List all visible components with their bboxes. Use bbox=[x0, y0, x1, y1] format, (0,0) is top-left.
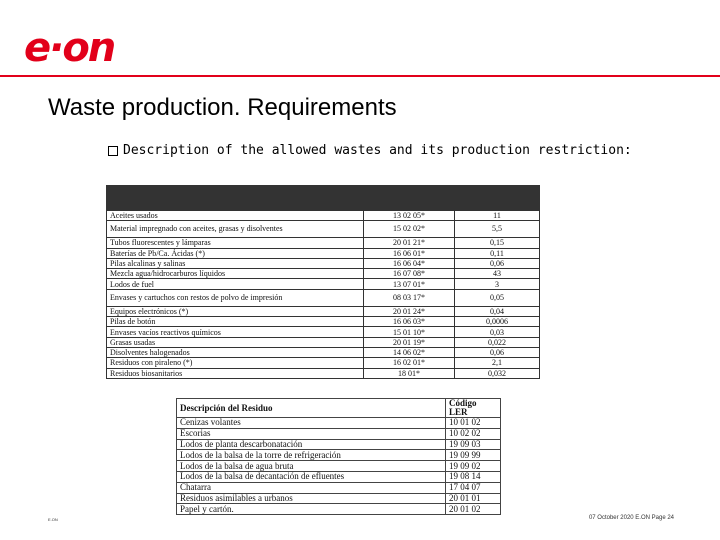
table-cell-desc: Mezcla agua/hidrocarburos líquidos bbox=[107, 269, 364, 279]
table-cell-desc: Pilas alcalinas y salinas bbox=[107, 258, 364, 268]
table-cell-value: 43 bbox=[455, 269, 540, 279]
table-cell-value: 0,15 bbox=[455, 238, 540, 248]
table-cell-desc: Residuos biosanitarios bbox=[107, 368, 364, 378]
table-cell-desc: Papel y cartón. bbox=[177, 504, 446, 515]
table-cell-value: 0,11 bbox=[455, 248, 540, 258]
table-row bbox=[107, 279, 540, 289]
table-row bbox=[177, 418, 501, 429]
table-row bbox=[107, 289, 540, 306]
table-cell-code: 16 06 03* bbox=[364, 317, 455, 327]
table-cell-value: 0,04 bbox=[455, 306, 540, 316]
table-row bbox=[177, 428, 501, 439]
table-row bbox=[107, 337, 540, 347]
table-row bbox=[107, 368, 540, 378]
table-row bbox=[177, 493, 501, 504]
table-cell-code: 19 09 02 bbox=[446, 461, 501, 472]
table-row bbox=[107, 221, 540, 238]
table-cell-desc: Lodos de la balsa de la torre de refrigeración bbox=[177, 450, 446, 461]
table-cell-desc: Lodos de fuel bbox=[107, 279, 364, 289]
table-cell-desc: Material impregnado con aceites, grasas y disolventes bbox=[107, 221, 364, 238]
footer-page-info: 07 October 2020 E.ON Page 24 bbox=[588, 515, 674, 521]
table-cell-desc: Escorias bbox=[177, 428, 446, 439]
table-row bbox=[177, 471, 501, 482]
table-cell-code: 19 09 99 bbox=[446, 450, 501, 461]
table-row bbox=[107, 211, 540, 221]
table-cell-code: 13 02 05* bbox=[364, 211, 455, 221]
table-row bbox=[177, 439, 501, 450]
table-cell-code: 08 03 17* bbox=[364, 289, 455, 306]
table-row bbox=[107, 269, 540, 279]
table-header-cell: Código LER bbox=[446, 399, 501, 418]
table-header-row bbox=[107, 186, 540, 211]
table-cell-desc: Residuos con piraleno (*) bbox=[107, 358, 364, 368]
table-cell-desc: Envases vacíos reactivos químicos bbox=[107, 327, 364, 337]
table-cell-desc: Chatarra bbox=[177, 482, 446, 493]
table-row bbox=[177, 504, 501, 515]
table-cell-code: 13 07 01* bbox=[364, 279, 455, 289]
table-cell-value: 0,032 bbox=[455, 368, 540, 378]
table-cell-desc: Baterías de Pb/Ca. Ácidas (*) bbox=[107, 248, 364, 258]
table-cell-value: 0,06 bbox=[455, 347, 540, 357]
table-cell-code: 20 01 02 bbox=[446, 504, 501, 515]
table-cell-code: 16 02 01* bbox=[364, 358, 455, 368]
table-cell-code: 10 01 02 bbox=[446, 418, 501, 429]
table-cell-code: 14 06 02* bbox=[364, 347, 455, 357]
table-row bbox=[177, 482, 501, 493]
footer-brand: E.ON bbox=[48, 517, 58, 522]
page-title: Waste production. Requirements bbox=[48, 94, 397, 121]
eon-logo: e·on bbox=[24, 25, 115, 71]
table-cell-desc: Lodos de la balsa de agua bruta bbox=[177, 461, 446, 472]
table-cell-desc: Equipos electrónicos (*) bbox=[107, 306, 364, 316]
table-cell-code: 16 06 04* bbox=[364, 258, 455, 268]
table-row bbox=[107, 358, 540, 368]
table-cell-desc: Grasas usadas bbox=[107, 337, 364, 347]
table-cell-desc: Disolventes halogenados bbox=[107, 347, 364, 357]
table-row bbox=[107, 258, 540, 268]
table-header-cell bbox=[364, 186, 455, 211]
table-cell-code: 20 01 19* bbox=[364, 337, 455, 347]
table-cell-value: 5,5 bbox=[455, 221, 540, 238]
table-header-cell bbox=[107, 186, 364, 211]
waste-restriction-table bbox=[106, 185, 540, 379]
table-cell-desc: Lodos de planta descarbonatación bbox=[177, 439, 446, 450]
table-cell-code: 18 01* bbox=[364, 368, 455, 378]
bullet-item bbox=[108, 143, 632, 158]
table-cell-code: 19 08 14 bbox=[446, 471, 501, 482]
table-cell-desc: Lodos de la balsa de decantación de efluentes bbox=[177, 471, 446, 482]
table-cell-desc: Tubos fluorescentes y lámparas bbox=[107, 238, 364, 248]
table-header-cell bbox=[455, 186, 540, 211]
table-cell-desc: Cenizas volantes bbox=[177, 418, 446, 429]
table-cell-value: 0,03 bbox=[455, 327, 540, 337]
table-cell-desc: Pilas de botón bbox=[107, 317, 364, 327]
table-cell-code: 10 02 02 bbox=[446, 428, 501, 439]
table-cell-value: 0,05 bbox=[455, 289, 540, 306]
table-cell-value: 0,06 bbox=[455, 258, 540, 268]
table-row bbox=[107, 238, 540, 248]
table-cell-value: 11 bbox=[455, 211, 540, 221]
table-cell-value: 0,022 bbox=[455, 337, 540, 347]
checkbox-bullet-icon bbox=[108, 146, 118, 156]
table-cell-value: 3 bbox=[455, 279, 540, 289]
table-cell-code: 15 01 10* bbox=[364, 327, 455, 337]
table-cell-desc: Residuos asimilables a urbanos bbox=[177, 493, 446, 504]
table-cell-desc: Envases y cartuchos con restos de polvo de impresión bbox=[107, 289, 364, 306]
table-row bbox=[107, 306, 540, 316]
table-header-row bbox=[177, 399, 501, 418]
table-row bbox=[177, 461, 501, 472]
waste-ler-table bbox=[176, 398, 501, 515]
table-cell-code: 20 01 24* bbox=[364, 306, 455, 316]
table-row bbox=[177, 450, 501, 461]
table-row bbox=[107, 347, 540, 357]
table-cell-code: 20 01 01 bbox=[446, 493, 501, 504]
table-cell-desc: Aceites usados bbox=[107, 211, 364, 221]
header-divider bbox=[0, 75, 720, 77]
table-row bbox=[107, 248, 540, 258]
table-row bbox=[107, 327, 540, 337]
bullet-text: Description of the allowed wastes and its production restriction: bbox=[123, 143, 632, 158]
table-cell-code: 16 06 01* bbox=[364, 248, 455, 258]
table-cell-value: 2,1 bbox=[455, 358, 540, 368]
table-cell-code: 17 04 07 bbox=[446, 482, 501, 493]
table-cell-code: 20 01 21* bbox=[364, 238, 455, 248]
table-cell-code: 19 09 03 bbox=[446, 439, 501, 450]
table-cell-code: 16 07 08* bbox=[364, 269, 455, 279]
table-header-cell: Descripción del Residuo bbox=[177, 399, 446, 418]
table-row bbox=[107, 317, 540, 327]
table-cell-value: 0,0006 bbox=[455, 317, 540, 327]
table-cell-code: 15 02 02* bbox=[364, 221, 455, 238]
